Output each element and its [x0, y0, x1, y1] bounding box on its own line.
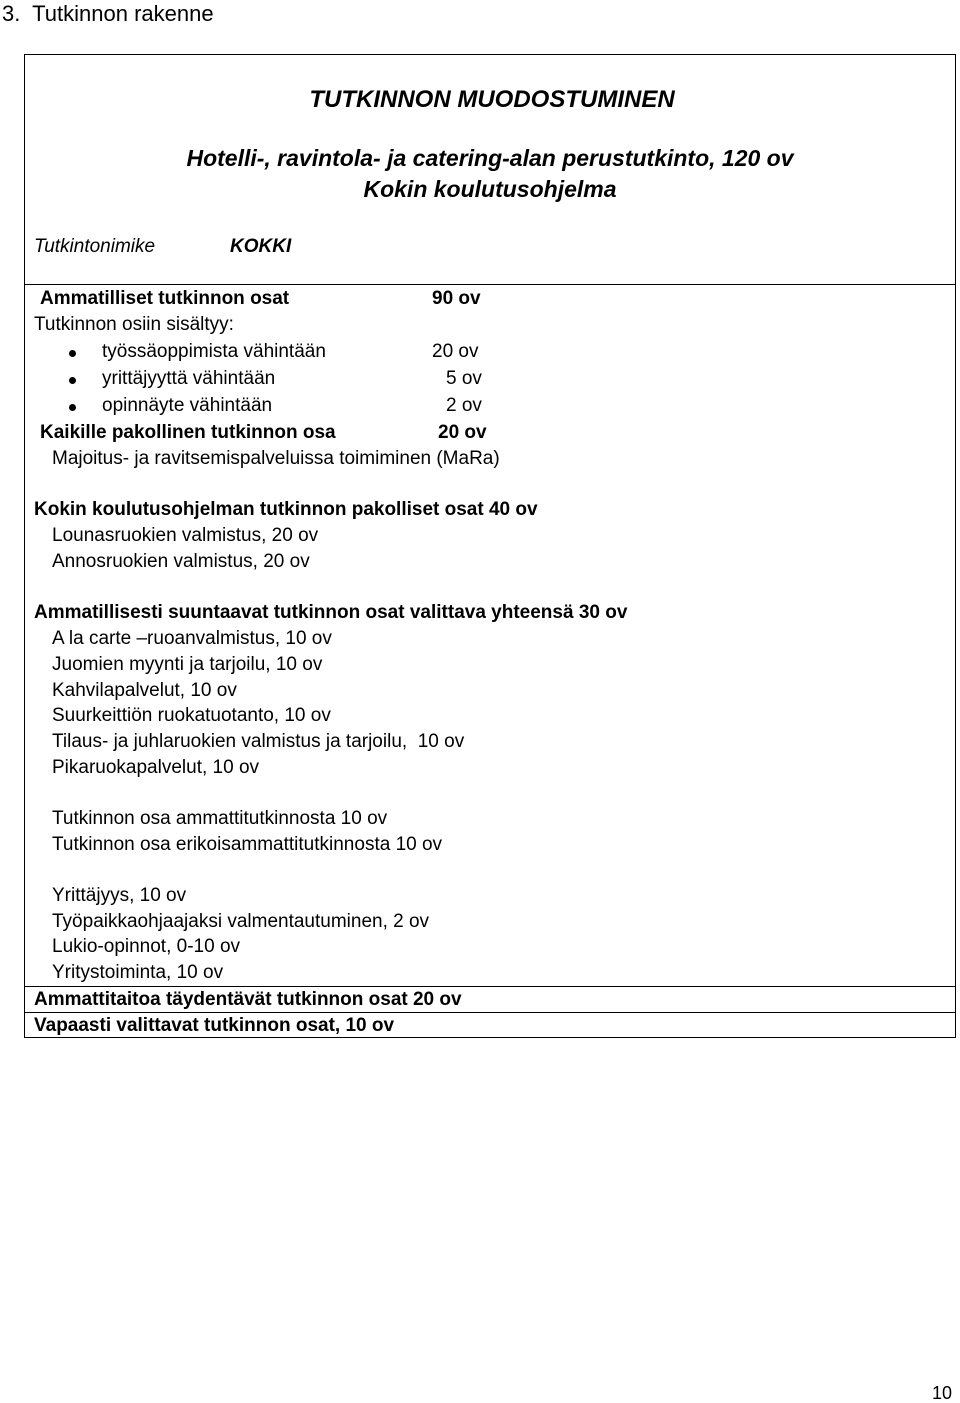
mandatory-heading: Kokin koulutusohjelman tutkinnon pakolliset osat 40 ov	[34, 499, 538, 520]
elective-item: Tutkinnon osa erikoisammattitutkinnosta 10 ov	[52, 834, 443, 855]
divider	[24, 986, 956, 987]
divider	[24, 1012, 956, 1013]
include-item-label: työssäoppimista vähintään	[102, 341, 326, 362]
subtitle-line2: Kokin koulutusohjelma	[363, 176, 617, 202]
elective-item: A la carte –ruoanvalmistus, 10 ov	[52, 628, 332, 649]
common-value: 20 ov	[438, 422, 487, 443]
include-item-label: opinnäyte vähintään	[102, 395, 273, 416]
elective-item: Yritystoiminta, 10 ov	[52, 962, 224, 983]
subtitle-line1: Hotelli-, ravintola- ja catering-alan perustutkinto, 120 ov	[186, 145, 794, 171]
degree-title-value: KOKKI	[230, 236, 292, 257]
mandatory-item: Lounasruokien valmistus, 20 ov	[52, 525, 319, 546]
elective-item: Työpaikkaohjaajaksi valmentautuminen, 2 ov	[52, 911, 430, 932]
include-item-value: 2 ov	[446, 395, 482, 416]
elective-item: Lukio-opinnot, 0-10 ov	[52, 936, 241, 957]
supplementary-row: Ammattitaitoa täydentävät tutkinnon osat 20 ov	[34, 989, 462, 1010]
mandatory-item: Annosruokien valmistus, 20 ov	[52, 551, 310, 572]
bullet-icon	[69, 377, 76, 384]
elective-item: Tutkinnon osa ammattitutkinnosta 10 ov	[52, 808, 388, 829]
elective-item: Tilaus- ja juhlaruokien valmistus ja tarjoilu, 10 ov	[52, 731, 465, 752]
degree-title-label: Tutkintonimike	[34, 236, 156, 257]
elective-item: Yrittäjyys, 10 ov	[52, 885, 187, 906]
doc-title: TUTKINNON MUODOSTUMINEN	[309, 86, 675, 113]
divider	[24, 284, 956, 285]
elective-item: Pikaruokapalvelut, 10 ov	[52, 757, 260, 778]
elective-item: Suurkeittiön ruokatuotanto, 10 ov	[52, 705, 331, 726]
vocational-value: 90 ov	[432, 288, 481, 309]
include-item-label: yrittäjyyttä vähintään	[102, 368, 276, 389]
includes-label: Tutkinnon osiin sisältyy:	[34, 314, 234, 335]
bullet-icon	[69, 404, 76, 411]
section-heading: 3. Tutkinnon rakenne	[2, 1, 214, 26]
elective-item: Kahvilapalvelut, 10 ov	[52, 680, 237, 701]
vocational-label: Ammatilliset tutkinnon osat	[40, 288, 290, 309]
elective-item: Juomien myynti ja tarjoilu, 10 ov	[52, 654, 323, 675]
include-item-value: 5 ov	[446, 368, 482, 389]
common-label: Kaikille pakollinen tutkinnon osa	[40, 422, 336, 443]
free-choice-row: Vapaasti valittavat tutkinnon osat, 10 ov	[34, 1015, 395, 1036]
bullet-icon	[69, 350, 76, 357]
include-item-value: 20 ov	[432, 341, 479, 362]
elective-heading: Ammatillisesti suuntaavat tutkinnon osat valittava yhteensä 30 ov	[34, 602, 628, 623]
common-item: Majoitus- ja ravitsemispalveluissa toimiminen (MaRa)	[52, 448, 500, 469]
page-number: 10	[932, 1383, 953, 1403]
